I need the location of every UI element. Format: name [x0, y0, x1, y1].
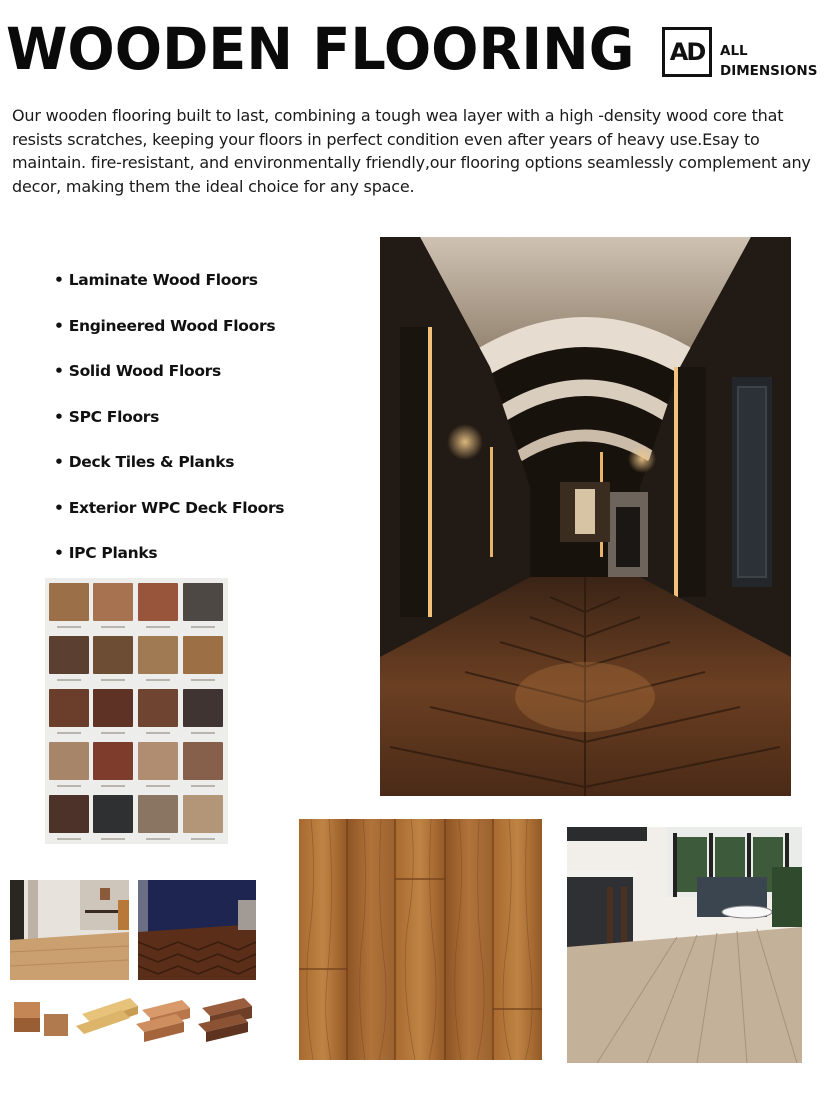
- living-room-photo: [10, 880, 129, 980]
- wood-swatch: [183, 636, 223, 674]
- wood-swatch: [93, 583, 133, 621]
- swatch-label-mark: [101, 785, 125, 787]
- wood-plank-closeup: [299, 819, 542, 1060]
- wood-swatch: [49, 742, 89, 780]
- swatch-label-mark: [57, 838, 81, 840]
- wood-swatch: [49, 795, 89, 833]
- page-title: WOODEN FLOORING: [6, 15, 635, 83]
- logo-line-2: DIMENSIONS: [720, 63, 818, 79]
- wood-swatch: [49, 689, 89, 727]
- logo-line-1: ALL: [720, 43, 748, 59]
- brand-logo: [662, 27, 827, 83]
- product-item: • Laminate Wood Floors: [54, 271, 258, 289]
- swatch-label-mark: [57, 626, 81, 628]
- wood-swatch: [138, 795, 178, 833]
- product-item: • Engineered Wood Floors: [54, 316, 276, 335]
- swatch-label-mark: [101, 626, 125, 628]
- product-item: • SPC Floors: [54, 407, 160, 426]
- wood-swatch: [138, 583, 178, 621]
- logo-mark: AD: [669, 38, 705, 66]
- logo-text: [720, 41, 817, 81]
- wood-swatch: [93, 795, 133, 833]
- swatch-label-mark: [146, 626, 170, 628]
- product-item: • Deck Tiles & Planks: [54, 453, 235, 471]
- wood-swatch: [93, 636, 133, 674]
- wood-swatch: [183, 689, 223, 727]
- hallway-photo: [380, 237, 791, 796]
- swatch-label-mark: [146, 732, 170, 734]
- product-list: [54, 266, 284, 585]
- intro-paragraph: Our wooden flooring built to last, combining a tough wea layer with a high -density wood core that resists scratches, keeping your floors in perfect condition even after years of heavy use.Esay to maintain. fire-resistant, and environmentally friendly,our flooring options seamlessly complement any decor, making them the ideal choice for any space.: [12, 106, 811, 196]
- wood-swatch: [138, 689, 178, 727]
- swatch-label-mark: [146, 679, 170, 681]
- swatch-label-mark: [191, 732, 215, 734]
- swatch-label-mark: [57, 732, 81, 734]
- swatch-label-mark: [191, 626, 215, 628]
- wood-blocks-photo: [10, 988, 258, 1048]
- product-item: • IPC Planks: [54, 544, 158, 562]
- swatch-label-mark: [57, 785, 81, 787]
- swatch-label-mark: [57, 679, 81, 681]
- wood-swatch: [138, 742, 178, 780]
- wood-swatch: [183, 795, 223, 833]
- wood-swatch: [93, 689, 133, 727]
- wood-swatch: [49, 583, 89, 621]
- product-item: • Solid Wood Floors: [54, 362, 221, 380]
- wood-swatch-board: [45, 578, 228, 844]
- wood-swatch: [49, 636, 89, 674]
- swatch-label-mark: [101, 679, 125, 681]
- wood-swatch: [183, 742, 223, 780]
- swatch-label-mark: [146, 785, 170, 787]
- wood-swatch: [138, 636, 178, 674]
- wood-swatch: [183, 583, 223, 621]
- swatch-label-mark: [191, 838, 215, 840]
- herringbone-room-photo: [138, 880, 256, 980]
- swatch-label-mark: [191, 785, 215, 787]
- kitchen-floor-photo: [567, 827, 802, 1063]
- swatch-label-mark: [101, 838, 125, 840]
- swatch-label-mark: [101, 732, 125, 734]
- swatch-label-mark: [191, 679, 215, 681]
- logo-mark-box: [662, 27, 712, 77]
- wood-swatch: [93, 742, 133, 780]
- swatch-label-mark: [146, 838, 170, 840]
- product-item: • Exterior WPC Deck Floors: [54, 498, 285, 517]
